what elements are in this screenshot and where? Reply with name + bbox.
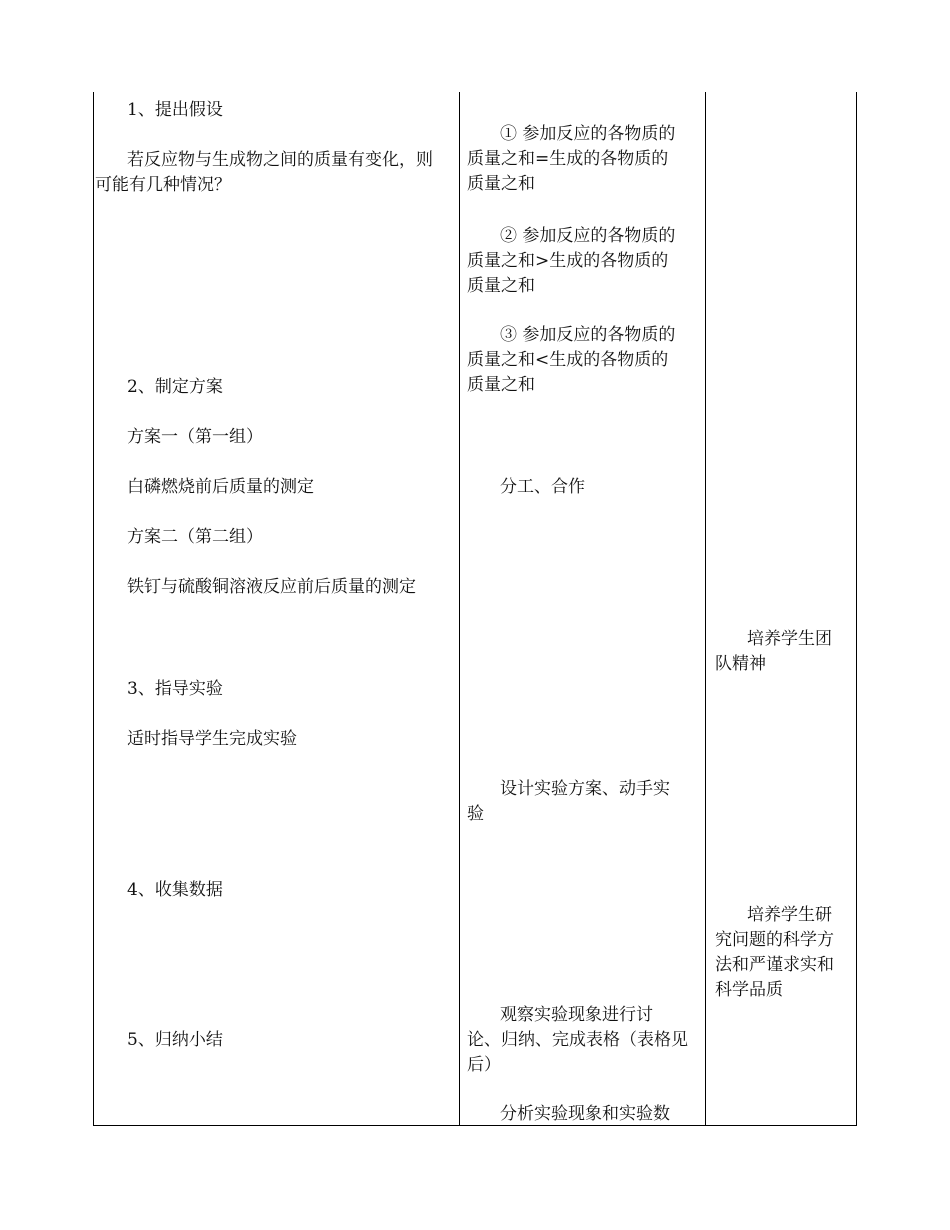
plan1-desc: 白磷燃烧前后质量的测定 bbox=[127, 477, 314, 497]
teamwork-text: 分工、合作 bbox=[500, 477, 585, 497]
step2-title: 2、制定方案 bbox=[127, 377, 223, 397]
goal2-line2: 究问题的科学方 bbox=[715, 930, 834, 950]
observe-line1: 观察实验现象进行讨 bbox=[500, 1005, 653, 1025]
step4-title: 4、收集数据 bbox=[127, 880, 223, 900]
step3-title: 3、指导实验 bbox=[127, 679, 223, 699]
step1-title: 1、提出假设 bbox=[127, 100, 223, 120]
goal2-line4: 科学品质 bbox=[715, 980, 783, 1000]
analyze-line1: 分析实验现象和实验数 bbox=[500, 1104, 670, 1124]
case3-line2: 质量之和<生成的各物质的 bbox=[467, 350, 669, 370]
column-divider-2 bbox=[705, 92, 706, 1126]
design-line2: 验 bbox=[467, 804, 484, 824]
table-right-border bbox=[856, 92, 857, 1126]
plan2-desc: 铁钉与硫酸铜溶液反应前后质量的测定 bbox=[127, 577, 416, 597]
observe-line3: 后） bbox=[467, 1055, 501, 1075]
case2-line2: 质量之和>生成的各物质的 bbox=[467, 251, 669, 271]
table-bottom-border bbox=[93, 1125, 857, 1126]
design-line1: 设计实验方案、动手实 bbox=[500, 779, 670, 799]
goal1-line1: 培养学生团 bbox=[747, 629, 832, 649]
case1-line3: 质量之和 bbox=[467, 174, 535, 194]
case2-line3: 质量之和 bbox=[467, 276, 535, 296]
step5-title: 5、归纳小结 bbox=[127, 1030, 223, 1050]
observe-line2: 论、归纳、完成表格（表格见 bbox=[467, 1030, 688, 1050]
case1-line1: ① 参加反应的各物质的 bbox=[500, 124, 676, 144]
step1-question-line1: 若反应物与生成物之间的质量有变化，则 bbox=[127, 150, 433, 170]
step1-question-line2: 可能有几种情况？ bbox=[95, 175, 231, 195]
column-divider-1 bbox=[459, 92, 460, 1126]
step3-desc: 适时指导学生完成实验 bbox=[127, 729, 297, 749]
goal2-line1: 培养学生研 bbox=[747, 905, 832, 925]
plan2-title: 方案二（第二组） bbox=[127, 527, 263, 547]
table-left-border bbox=[93, 92, 94, 1126]
goal1-line2: 队精神 bbox=[715, 654, 766, 674]
case3-line3: 质量之和 bbox=[467, 375, 535, 395]
case3-line1: ③ 参加反应的各物质的 bbox=[500, 325, 676, 345]
case1-line2: 质量之和=生成的各物质的 bbox=[467, 149, 669, 169]
case2-line1: ② 参加反应的各物质的 bbox=[500, 226, 676, 246]
plan1-title: 方案一（第一组） bbox=[127, 427, 263, 447]
goal2-line3: 法和严谨求实和 bbox=[715, 955, 834, 975]
